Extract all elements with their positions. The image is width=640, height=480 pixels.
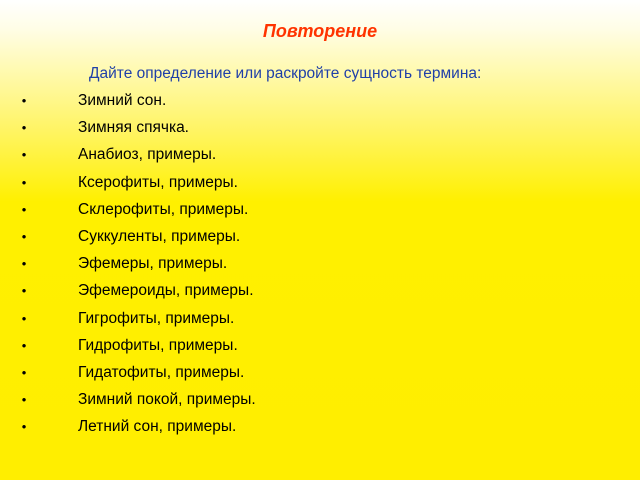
term-list (18, 91, 256, 444)
bullet-icon: • (21, 392, 27, 408)
list-item (18, 336, 256, 363)
list-item-text: Гидатофиты, примеры. (78, 363, 245, 381)
list-item (18, 254, 256, 281)
bullet-icon: • (21, 201, 27, 217)
list-item (18, 91, 256, 118)
list-item (18, 281, 256, 308)
list-item (18, 417, 256, 444)
list-item (18, 200, 256, 227)
list-item-text: Ксерофиты, примеры. (78, 173, 238, 191)
list-item-text: Гидрофиты, примеры. (78, 336, 238, 354)
list-item-text: Эфемероиды, примеры. (78, 282, 254, 300)
list-item (18, 390, 256, 417)
slide-title: Повторение (262, 21, 378, 41)
list-item-text: Склерофиты, примеры. (78, 200, 249, 218)
slide-subtitle: Дайте определение или раскройте сущность термина: (89, 65, 482, 82)
list-item (18, 145, 256, 172)
list-item (18, 227, 256, 254)
bullet-icon: • (21, 93, 27, 108)
bullet-icon: • (21, 364, 27, 380)
list-item-text: Летний сон, примеры. (78, 418, 237, 436)
list-item-text: Эфемеры, примеры. (78, 255, 228, 273)
bullet-icon: • (21, 419, 27, 435)
list-item-text: Анабиоз, примеры. (78, 146, 217, 164)
bullet-icon: • (21, 174, 27, 190)
list-item-text: Гигрофиты, примеры. (78, 309, 235, 327)
bullet-icon: • (21, 310, 27, 326)
list-item-text: Зимний покой, примеры. (78, 391, 256, 409)
list-item (18, 309, 256, 336)
bullet-icon: • (21, 256, 27, 272)
bullet-icon: • (21, 283, 27, 299)
bullet-icon: • (21, 337, 27, 353)
list-item (18, 363, 256, 390)
bullet-icon: • (21, 228, 27, 244)
bullet-icon: • (21, 147, 27, 163)
list-item (18, 118, 256, 145)
list-item-text: Зимняя спячка. (78, 119, 189, 137)
list-item-text: Суккуленты, примеры. (78, 227, 241, 245)
bullet-icon: • (21, 120, 27, 136)
list-item-text: Зимний сон. (78, 92, 167, 109)
list-item (18, 173, 256, 200)
